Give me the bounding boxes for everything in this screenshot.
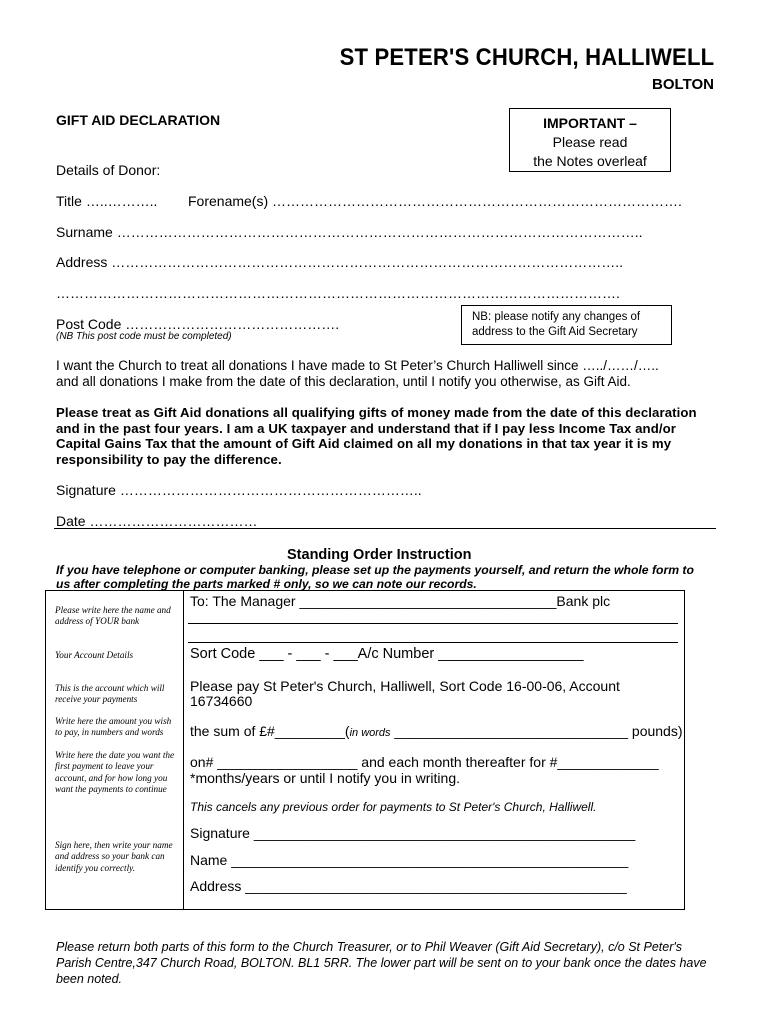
nb-notice-box: NB: please notify any changes of address to the Gift Aid Secretary [461,305,672,345]
side-label-bank: Please write here the name and address of YOUR bank [55,605,171,627]
important-label: IMPORTANT – [543,115,637,131]
sum-in-words-label: in words [349,727,391,739]
gift-aid-bold-statement: Please treat as Gift Aid donations all qualifying gifts of money made from the date of this declaration and in the past four years. I am a UK taxpayer and understand that if I pay less Income Tax and/or Capital Gains Tax that the amount of Gift Aid claimed on all my donations in that tax year it is my responsibility to pay the difference. [56,405,697,467]
postcode-note: (NB This post code must be completed) [56,331,232,342]
gift-aid-statement: I want the Church to treat all donations I have made to St Peter’s Church Halliwell since …../……/….. [56,358,659,373]
gift-aid-statement-2: and all donations I make from the date of this declaration, until I notify you otherwise, as Gift Aid. [56,374,631,389]
sum-prefix: the sum of £#_________( [190,723,350,739]
gift-aid-heading: GIFT AID DECLARATION [56,112,221,128]
so-signature-field[interactable]: Signature _________________________________________________ [190,825,636,841]
bank-address-line-1[interactable] [188,623,678,624]
important-notice-box [509,108,671,172]
standing-order-column-divider [183,590,184,910]
pay-instruction-line-1: Please pay St Peter's Church, Halliwell, Sort Code 16-00-06, Account [190,678,620,694]
declaration-date-field[interactable]: Date ……………………………… [56,513,258,529]
title-field[interactable]: Title …..……….. [56,193,158,209]
side-label-amount: Write here the amount you wish to pay, in numbers and words [55,716,172,738]
address-field-2[interactable]: …………………………………………………………………………………………………………. [56,285,620,301]
standing-order-intro: If you have telephone or computer banking, please set up the payments yourself, and return the whole form to us after completing the parts marked # only, so we can note our records. [56,563,694,591]
so-address-field[interactable]: Address _________________________________________________ [190,878,627,894]
declaration-signature-field[interactable]: Signature ……………………………………………………….. [56,482,422,498]
so-name-field[interactable]: Name ___________________________________________________ [190,852,629,868]
church-name: ST PETER'S CHURCH, HALLIWELL [339,44,714,71]
side-label-account: Your Account Details [55,650,134,660]
church-town: BOLTON [652,76,714,93]
cancels-notice: This cancels any previous order for payments to St Peter's Church, Halliwell. [190,800,597,814]
return-instructions: Please return both parts of this form to the Church Treasurer, or to Phil Weaver (Gift Aid Secretary), c/o St Peter's Parish Centre,347 Church Road, BOLTON. BL1 5RR. The lower part will be sent on to your bank once the dates have been noted. [56,940,707,986]
side-label-receive: This is the account which will receive your payments [55,683,165,705]
postcode-field[interactable]: Post Code ………………………………………. [56,316,340,332]
bank-manager-field[interactable]: To: The Manager _________________________________Bank plc [190,593,611,609]
section-divider [54,528,716,529]
address-field-1[interactable]: Address ……………………………………………………………………………………………….. [56,254,624,270]
important-line-3: the Notes overleaf [533,153,647,169]
important-line-2: Please read [552,134,628,150]
forename-field[interactable]: Forename(s) ……………………………………………………………………………. [188,193,682,209]
duration-line: *months/years or until I notify you in writing. [190,770,461,786]
bank-address-line-2[interactable] [188,642,678,643]
surname-field[interactable]: Surname ………………………………………………………………………………………………….. [56,224,643,240]
side-label-sign: Sign here, then write your name and address so your bank can identify you correctly. [55,840,173,873]
standing-order-heading: Standing Order Instruction [287,547,472,563]
sum-field[interactable] [190,723,683,739]
start-date-field[interactable]: on# __________________ and each month thereafter for #_____________ [190,754,659,770]
sort-code-field[interactable]: Sort Code ___ - ___ - ___A/c Number __________________ [190,646,584,662]
donor-details-label: Details of Donor: [56,162,161,178]
pay-instruction-line-2: 16734660 [190,693,253,709]
sum-suffix: ______________________________ pounds) [390,723,683,739]
side-label-date: Write here the date you want the first payment to leave your account, and for how long you want the payments to continue [55,750,175,794]
